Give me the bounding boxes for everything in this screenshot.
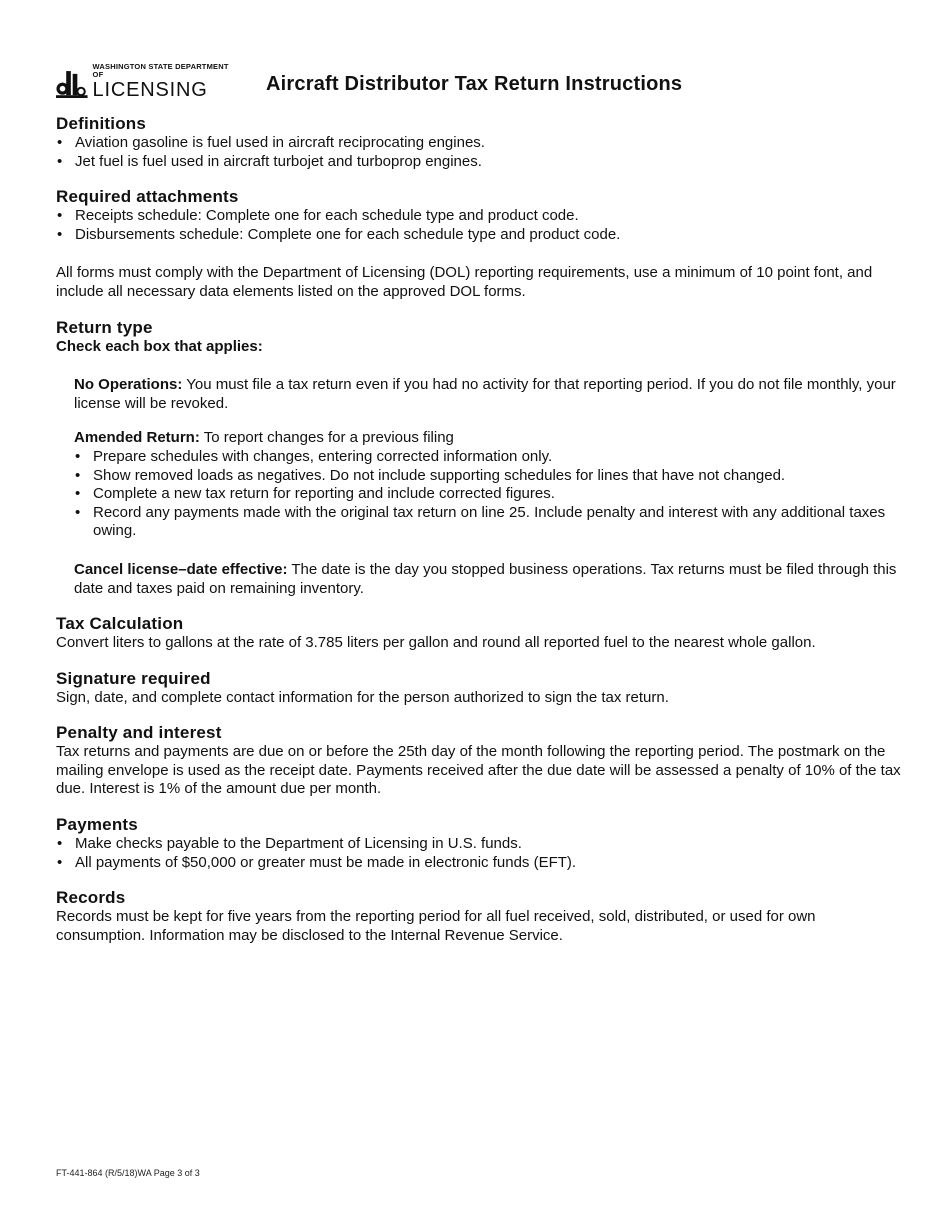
amended-return-list (74, 448, 901, 541)
cancel-license-text: The date is the day you stopped business operations. Tax returns must be filed through this date and taxes paid on remaining inventory. (74, 560, 897, 597)
return-type-heading: Return type (56, 317, 153, 337)
list-item: • All payments of $50,000 or greater must be made in electronic funds (EFT). (56, 854, 901, 873)
list-item: • Jet fuel is fuel used in aircraft turbojet and turboprop engines. (56, 153, 901, 172)
return-type-subheading: Check each box that applies: (56, 337, 263, 355)
definitions-section (56, 114, 901, 171)
dol-logo (56, 62, 231, 101)
list-item: • Show removed loads as negatives. Do not include supporting schedules for lines that have not changed. (74, 467, 901, 486)
signature-section (56, 669, 901, 708)
cancel-license-paragraph (74, 561, 901, 598)
page-title: Aircraft Distributor Tax Return Instructions (266, 72, 683, 95)
signature-heading: Signature required (56, 668, 211, 688)
records-heading: Records (56, 888, 126, 908)
attachments-heading: Required attachments (56, 187, 239, 207)
tax-calculation-text: Convert liters to gallons at the rate of 3.785 liters per gallon and round all reported fuel to the nearest whole gallon. (56, 634, 816, 652)
cancel-license-label: Cancel license–date effective: (74, 560, 288, 578)
form-footer: FT-441-864 (R/5/18)WA Page 3 of 3 (56, 1168, 200, 1178)
list-item: • Record any payments made with the original tax return on line 25. Include penalty and interest with any additional taxes owing. (74, 504, 901, 541)
definitions-list (56, 134, 901, 171)
no-operations-paragraph (74, 376, 901, 413)
signature-text: Sign, date, and complete contact information for the person authorized to sign the tax return. (56, 688, 669, 706)
attachments-list (56, 207, 901, 244)
penalty-text: Tax returns and payments are due on or before the 25th day of the month following the reporting period. The postmark on the mailing envelope is used as the receipt date. Payments received after the due date will be assessed a penalty of 10% of the tax due. Interest is 1% of the amount due per month. (56, 743, 901, 798)
no-operations-label: No Operations: (74, 376, 183, 394)
logo-licensing-text: LICENSING (92, 79, 208, 101)
list-item: • Disbursements schedule: Complete one for each schedule type and product code. (56, 226, 901, 245)
logo-department-text: WASHINGTON STATE DEPARTMENT OF (92, 62, 229, 79)
attachments-section (56, 187, 901, 301)
amended-return-label: Amended Return: (74, 429, 200, 447)
amended-return-paragraph (74, 429, 901, 448)
records-section (56, 888, 901, 945)
list-item: • Prepare schedules with changes, entering corrected information only. (74, 448, 901, 467)
list-item: • Receipts schedule: Complete one for each schedule type and product code. (56, 207, 901, 226)
definitions-heading: Definitions (56, 114, 147, 133)
no-operations-text: You must file a tax return even if you had no activity for that reporting period. If you do not file monthly, your license will be revoked. (74, 376, 896, 412)
records-text: Records must be kept for five years from the reporting period for all fuel received, sold, distributed, or used for own consumption. Information may be disclosed to the Internal Revenue Service. (56, 908, 816, 944)
penalty-section (56, 723, 901, 799)
page-header (56, 62, 901, 106)
list-item: • Complete a new tax return for reporting and include corrected figures. (74, 485, 901, 504)
dol-logo-icon (56, 70, 88, 100)
list-item: • Make checks payable to the Department of Licensing in U.S. funds. (56, 835, 901, 854)
penalty-heading: Penalty and interest (56, 723, 222, 743)
instructions-page (56, 62, 901, 961)
amended-return-text: To report changes for a previous filing (199, 429, 454, 447)
attachments-note: All forms must comply with the Department of Licensing (DOL) reporting requirements, use a minimum of 10 point font, and include all necessary data elements listed on the approved DOL forms. (56, 264, 873, 300)
return-type-section (56, 318, 901, 599)
payments-list (56, 835, 901, 872)
payments-section (56, 815, 901, 872)
list-item: • Aviation gasoline is fuel used in aircraft reciprocating engines. (56, 134, 901, 153)
tax-calculation-heading: Tax Calculation (56, 614, 184, 634)
payments-heading: Payments (56, 815, 138, 835)
tax-calculation-section (56, 614, 901, 653)
